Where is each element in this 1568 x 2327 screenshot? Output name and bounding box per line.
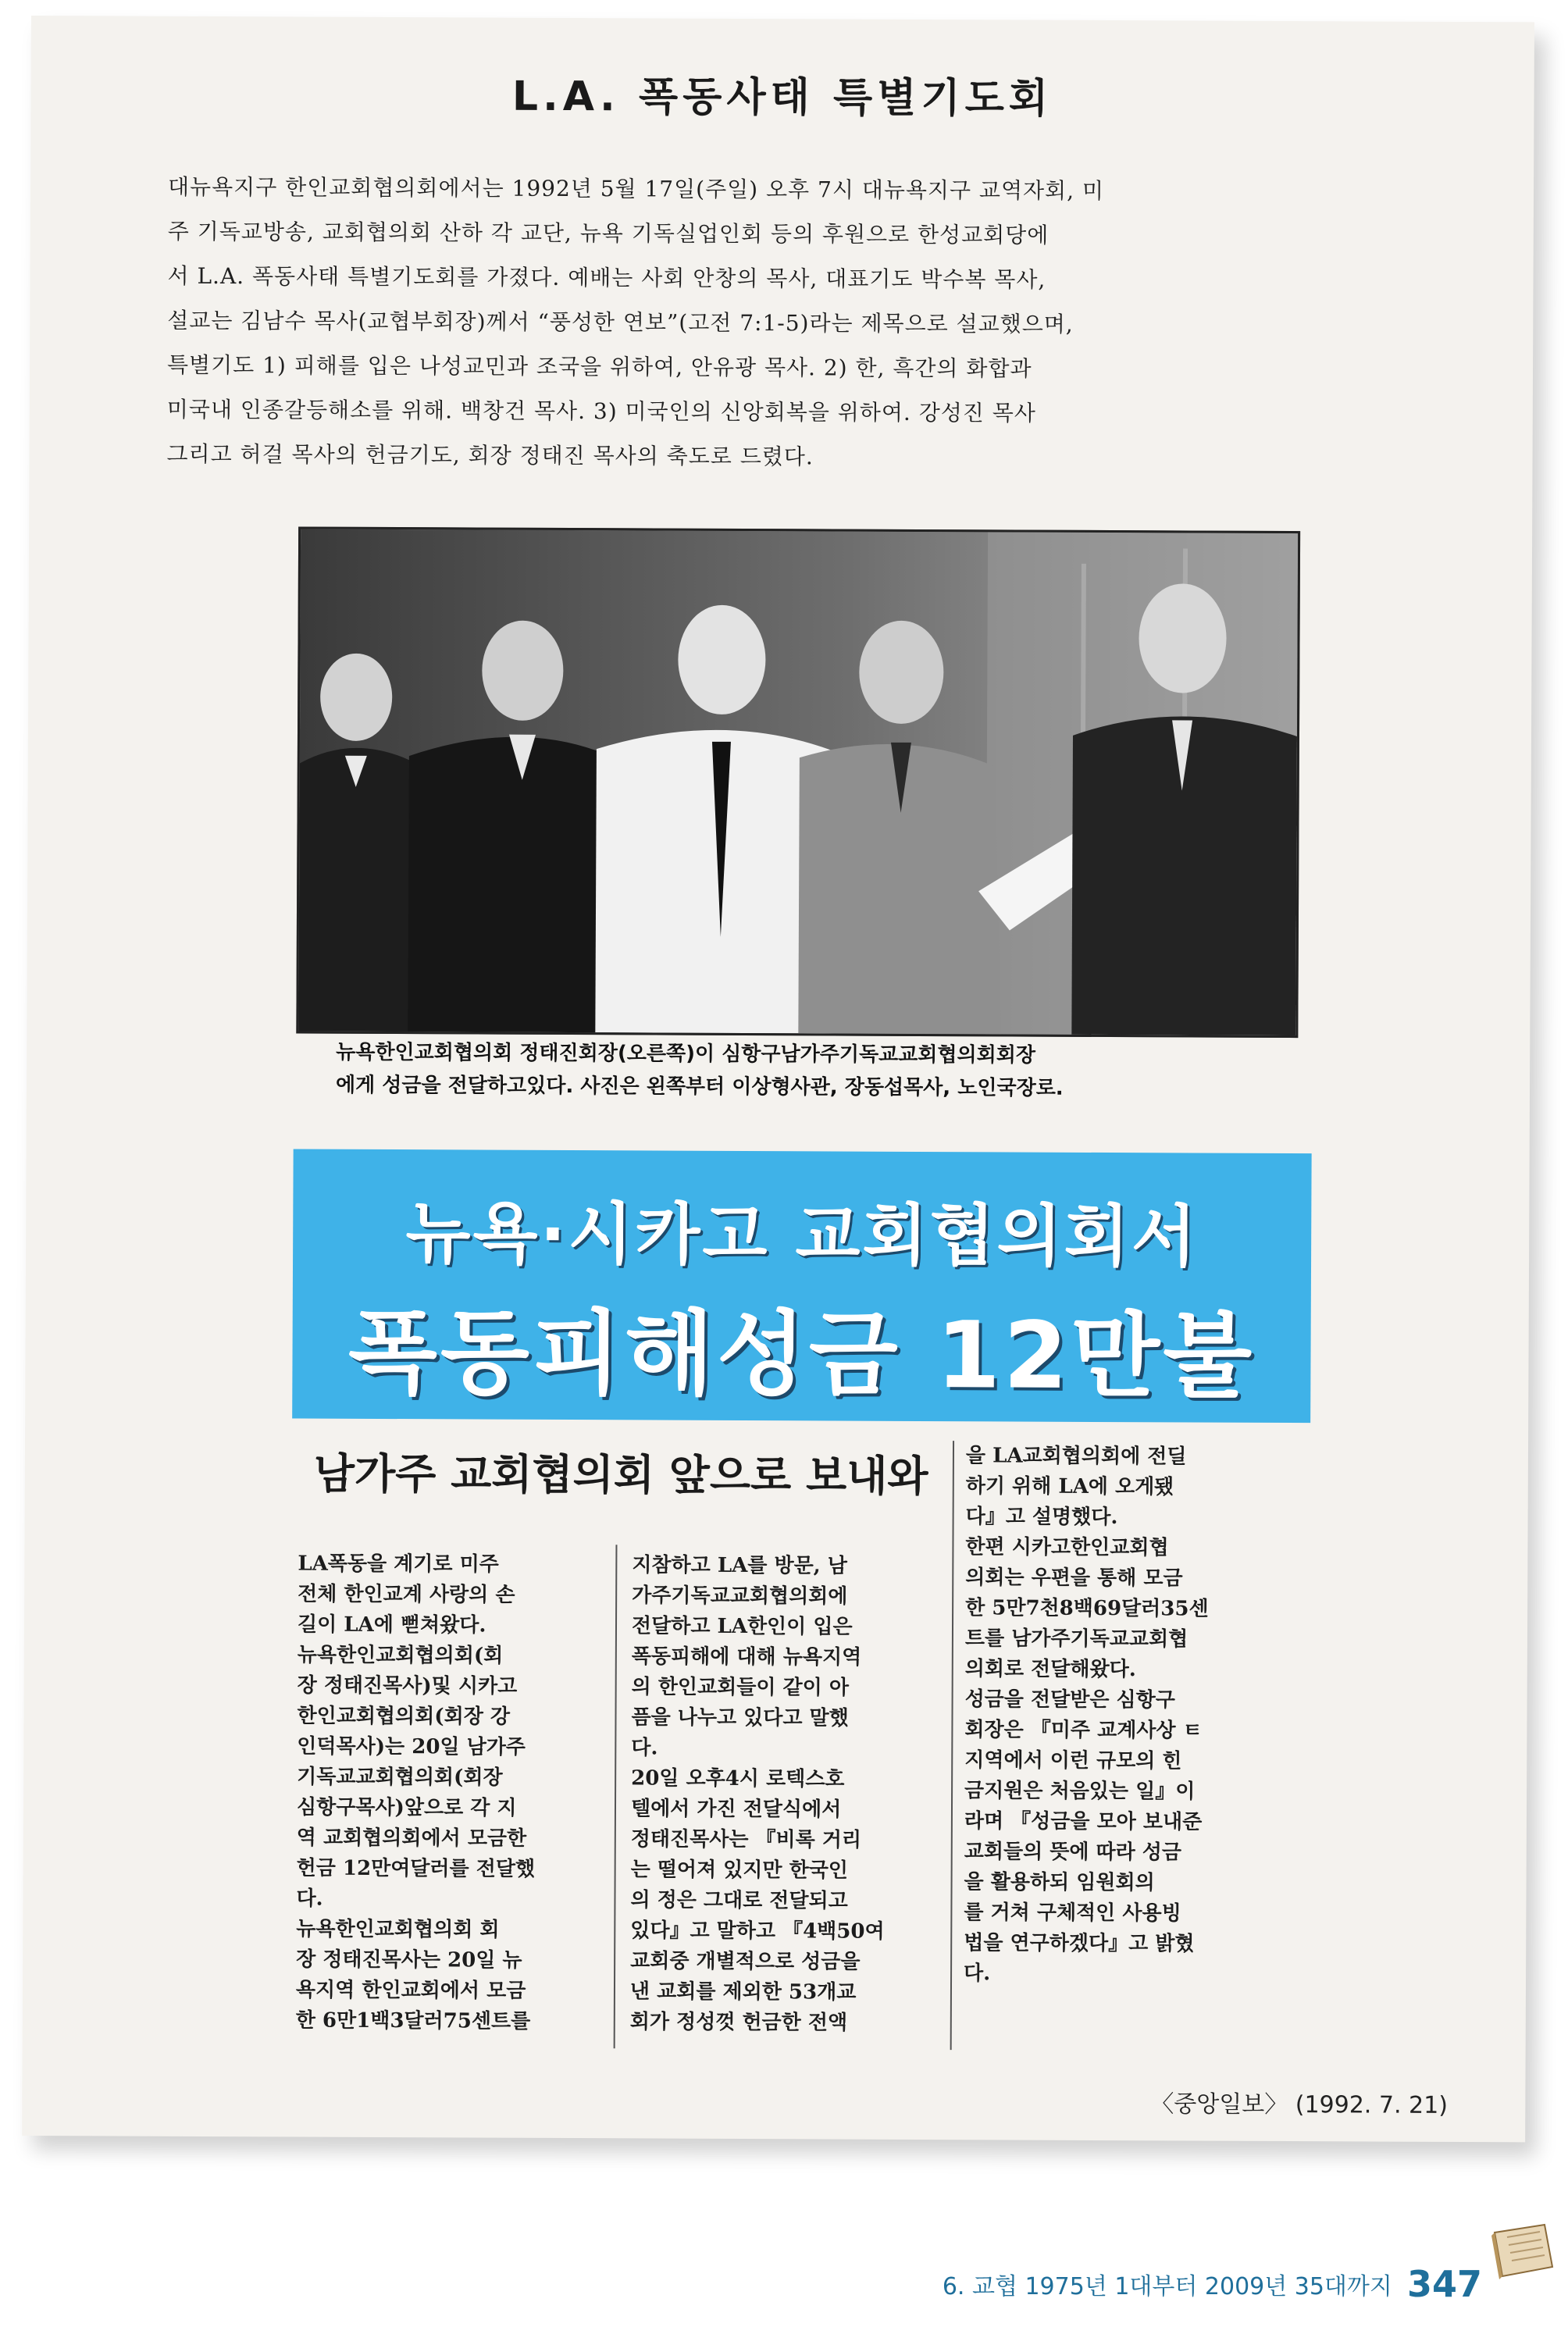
column-line: LA폭동을 계기로 미주 [298,1552,499,1577]
page-number: 347 [1406,2263,1482,2305]
caption-line: 뉴욕한인교회협의회 정태진회장(오른쪽)이 심항구남가주기독교교회협의회회장 [336,1040,1036,1067]
column-line: 법을 연구하겠다』고 밝혔 [964,1931,1195,1956]
column-line: 가주기독교교회협의회에 [632,1584,848,1609]
intro-line: 서 L.A. 폭동사태 특별기도회를 가졌다. 예배는 사회 안창의 목사, 대표기도 박수복 목사, [167,262,1046,293]
column-line: 정태진목사는 『비록 거리 [630,1827,862,1852]
column-line: 기독교교회협의회(회장 [297,1765,503,1790]
column-line: 교회들의 뜻에 따라 성금 [964,1840,1182,1865]
intro-line: 대뉴욕지구 한인교회협의회에서는 1992년 5월 17일(주일) 오후 7시 대뉴욕지구 교역자회, 미 [167,173,1105,204]
column-line: 트를 남가주기독교교회협 [964,1627,1188,1652]
column-line: 성금을 전달받은 심항구 [964,1687,1175,1712]
column-line: 을 활용하되 임원회의 [964,1870,1155,1895]
column-line: 는 떨어져 있지만 한국인 [630,1858,849,1883]
column-line: 픔을 나누고 있다고 말했 [631,1705,849,1730]
photo-caption [336,1036,1304,1106]
article-column-3 [964,1441,1302,1990]
column-line: 지참하고 LA를 방문, 남 [632,1553,848,1578]
column-line: 의회로 전달해왔다. [964,1657,1136,1682]
column-line: 뉴욕한인교회협의회 회 [296,1917,500,1942]
column-line: 20일 오후4시 로텍스호 [631,1766,845,1791]
intro-line: 주 기독교방송, 교회협의회 산하 각 교단, 뉴욕 기독실업인회 등의 후원으로 한성교회당에 [167,218,1049,248]
subheadline: 남가주 교회협의회 앞으로 보내와 [313,1449,928,1502]
column-line: 텔에서 가진 전달식에서 [630,1797,842,1822]
column-divider [614,1545,618,2048]
intro-paragraph [166,165,1386,482]
column-line: 뉴욕한인교회협의회(회 [297,1643,504,1668]
column-line: 인덕목사)는 20일 남가주 [297,1734,526,1759]
column-line: 하기 위해 LA에 오게됐 [965,1474,1174,1499]
column-line: 다』고 설명했다. [965,1505,1118,1530]
column-line: 있다』고 말하고 『4백50여 [630,1919,885,1944]
column-line: 길이 LA에 뻗쳐왔다. [297,1613,486,1637]
column-line: 한 6만1백3달러75센트를 [295,2008,531,2033]
column-line: 전달하고 LA한인이 입은 [631,1614,853,1639]
scanned-page [22,16,1534,2142]
headline-banner [292,1149,1311,1423]
column-line: 낸 교회를 제외한 53개교 [629,1980,857,2004]
headline-line-1: 뉴욕·시카고 교회협의회서 [405,1195,1199,1277]
intro-line: 특별기도 1) 피해를 입은 나성교민과 조국을 위하여, 안유광 목사. 2) 한, 흑간의 화합과 [166,351,1032,382]
column-line: 헌금 12만여달러를 전달했 [296,1856,536,1881]
column-line: 의 한인교회들이 같이 아 [631,1675,850,1700]
column-line: 회가 정성껏 헌금한 전액 [629,2010,848,2035]
article-column-2 [630,1550,929,2039]
column-line: 금지원은 처음있는 일』이 [964,1779,1196,1804]
column-line: 폭동피해에 대해 뉴욕지역 [631,1645,862,1670]
column-divider [950,1441,954,2050]
column-line: 다. [296,1887,323,1911]
column-line: 전체 한인교계 사랑의 손 [298,1582,515,1607]
column-line: 회장은 『미주 교계사상 ㅌ [964,1718,1203,1743]
headline-line-2: 폭동피해성금 12만불 [347,1298,1256,1410]
column-line: 한 5만7천8백69달러35센 [965,1596,1209,1621]
column-line: 라며 『성금을 모아 보내준 [964,1809,1203,1834]
column-line: 역 교회협의회에서 모금한 [296,1826,527,1851]
column-line: 을 LA교회협의회에 전딜 [965,1444,1187,1469]
caption-line: 에게 성금을 전달하고있다. 사진은 왼쪽부터 이상형사관, 장동섭목사, 노인국장로. [335,1073,1064,1100]
column-line: 를 거쳐 구체적인 사용빙 [964,1901,1181,1926]
column-line: 교회중 개별적으로 성금을 [630,1949,861,1974]
intro-line: 그리고 허걸 목사의 헌금기도, 회장 정태진 목사의 축도로 드렸다. [166,440,814,470]
column-line: 한편 시카고한인교회협 [965,1535,1169,1560]
article-column-1 [296,1549,595,2038]
article-title: L.A. 폭동사태 특별기도회 [511,73,1053,123]
page-footer [943,2263,1482,2305]
column-line: 욕지역 한인교회에서 모금 [295,1978,526,2003]
book-icon [1490,2222,1557,2279]
column-line: 심항구목사)앞으로 각 지 [296,1795,517,1820]
column-line: 의 정은 그대로 전달되고 [630,1888,848,1913]
column-line: 장 정태진목사)및 시카고 [297,1673,518,1698]
column-line: 다. [964,1962,991,1986]
column-line: 한인교회협의회(회장 강 [297,1704,511,1729]
intro-line: 미국내 인종갈등해소를 위해. 백창건 목사. 3) 미국인의 신앙회복을 위하여. 강성진 목사 [166,396,1036,426]
column-line: 장 정태진목사는 20일 뉴 [296,1947,522,1972]
source-citation: 〈중앙일보〉 (1992. 7. 21) [1150,2090,1449,2119]
group-photo [296,526,1300,1038]
column-line: 다. [631,1736,658,1760]
intro-line: 설교는 김남수 목사(교협부회장)께서 “풍성한 연보”(고전 7:1-5)라는 제목으로 설교했으며, [167,307,1074,337]
footer-chapter-text: 6. 교협 1975년 1대부터 2009년 35대까지 [942,2273,1392,2300]
column-line: 지역에서 이런 규모의 힌 [964,1748,1182,1773]
column-line: 의회는 우편을 통해 모금 [965,1566,1183,1591]
